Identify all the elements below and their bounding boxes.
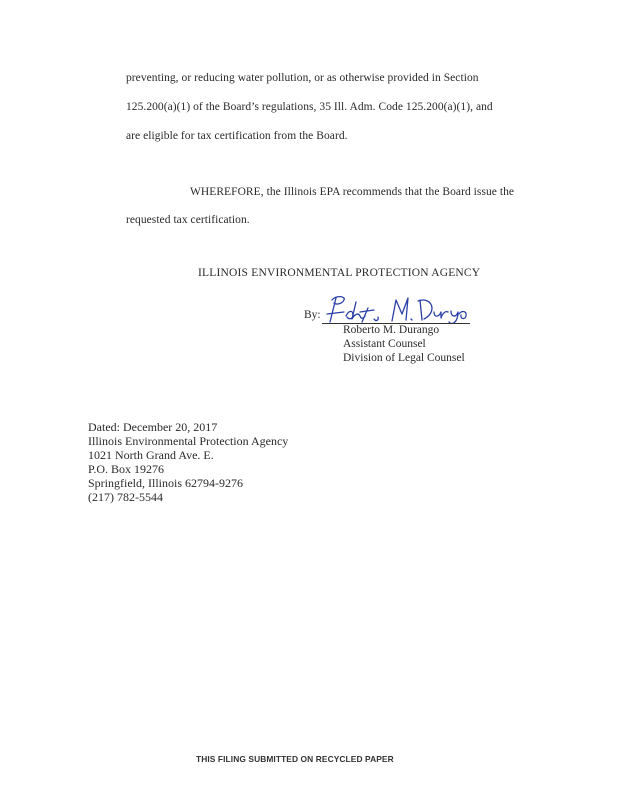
body-text-line-2: 125.200(a)(1) of the Board’s regulations, 35 Ill. Adm. Code 125.200(a)(1), and [126,101,493,113]
signer-title: Assistant Counsel [343,338,426,350]
address-agency: Illinois Environmental Protection Agency [88,434,289,448]
wherefore-line-2: requested tax certification. [126,214,250,226]
agency-heading: ILLINOIS ENVIRONMENTAL PROTECTION AGENCY [198,267,481,279]
signer-name: Roberto M. Durango [343,324,440,336]
body-text-line-3: are eligible for tax certification from the Board. [126,130,348,142]
footer-recycled-paper: THIS FILING SUBMITTED ON RECYCLED PAPER [196,754,394,764]
by-label: By: [304,309,321,321]
wherefore-line-1: WHEREFORE, the Illinois EPA recommends that the Board issue the [190,186,515,198]
body-text-line-1: preventing, or reducing water pollution, or as otherwise provided in Section [126,72,479,84]
address-street: 1021 North Grand Ave. E. [88,448,214,462]
dated-line: Dated: December 20, 2017 [88,420,218,434]
signer-division: Division of Legal Counsel [343,352,465,364]
address-po-box: P.O. Box 19276 [88,462,165,476]
address-phone: (217) 782-5544 [88,490,163,504]
address-city: Springfield, Illinois 62794-9276 [88,476,243,490]
